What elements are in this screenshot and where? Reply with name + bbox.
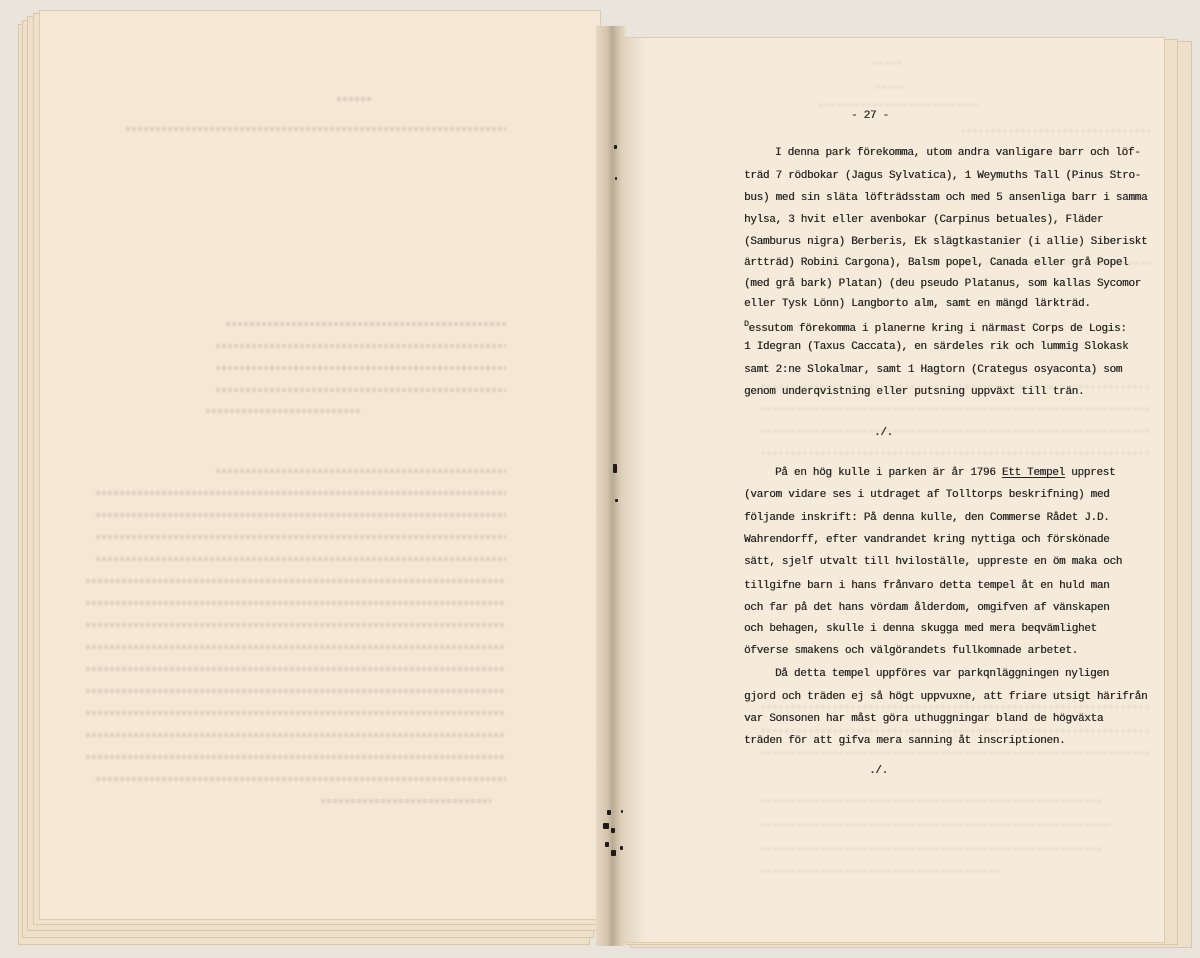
show-through-line — [761, 869, 1001, 873]
right-page — [620, 37, 1165, 943]
text-line: (med grå bark) Platan) (deu pseudo Platanus, som kallas Sycomor — [744, 278, 1141, 290]
show-through-line — [761, 751, 1151, 755]
show-through-line — [86, 667, 506, 671]
binding-hole — [621, 810, 623, 813]
binding-hole — [615, 499, 618, 502]
text-line: och behagen, skulle i denna skugga med mera beqvämlighet — [744, 623, 1097, 635]
show-through-line — [216, 469, 506, 473]
binding-hole — [614, 145, 617, 149]
show-through-line — [761, 451, 1151, 455]
show-through-line — [761, 705, 1151, 709]
text-line: (varom vidare ses i utdraget af Tolltorps beskrifning) med — [744, 489, 1110, 501]
show-through-line — [96, 557, 506, 561]
show-through-line — [226, 322, 506, 326]
show-through-line — [961, 261, 1151, 265]
show-through-line — [761, 729, 1151, 733]
text-line: Wahrendorff, efter vandrandet kring nyttiga och förskönade — [744, 534, 1110, 546]
show-through-line — [86, 689, 506, 693]
show-through-line — [96, 535, 506, 539]
binding-hole — [603, 823, 609, 829]
text-line: I denna park förekomma, utom andra vanligare barr och löf- — [775, 147, 1141, 159]
show-through-line — [761, 429, 1151, 433]
text-line: var Sonsonen har måst göra uthuggningar bland de högväxta — [744, 713, 1104, 725]
page-number: - 27 - — [851, 110, 889, 122]
show-through-line — [961, 129, 1151, 133]
text-line: 1 Idegran (Taxus Caccata), en särdeles rik och lummig Slokask — [744, 341, 1129, 353]
binding-hole — [620, 846, 623, 850]
show-through-line — [96, 491, 506, 495]
text-line: och far på det hans vördam ålderdom, omgifven af vänskapen — [744, 602, 1110, 614]
show-through-line — [86, 623, 506, 627]
text-line: eller Tysk Lönn) Langborto alm, samt en mängd lärkträd. — [744, 298, 1091, 310]
text-line: gjord och träden ej så högt uppvuxne, att friare utsigt härifrån — [744, 691, 1148, 703]
section-separator: ./. — [874, 427, 893, 439]
show-through-line — [216, 366, 506, 370]
text-line: bus) med sin släta löfträdsstam och med 5 ansenliga barr i samma — [744, 192, 1148, 204]
show-through-line — [86, 601, 506, 605]
show-through-line — [216, 388, 506, 392]
show-through-line — [216, 344, 506, 348]
binding-hole — [615, 177, 617, 180]
text-line: Då detta tempel uppföres var parkqnläggningen nyligen — [775, 668, 1109, 680]
text-line — [775, 466, 1115, 480]
show-through-line — [761, 799, 1101, 803]
show-through-line — [876, 85, 906, 89]
show-through-line — [96, 513, 506, 517]
show-through-line — [337, 97, 371, 101]
binding-hole — [611, 828, 615, 833]
binding-hole — [605, 842, 609, 847]
binding-hole — [607, 810, 611, 815]
show-through-line — [96, 777, 506, 781]
show-through-line — [206, 409, 361, 413]
binding-hole — [613, 464, 617, 473]
show-through-line — [873, 61, 901, 65]
text-line: ärtträd) Robini Cargona), Balsm popel, Canada eller grå Popel — [744, 257, 1129, 269]
text-fragment: På en hög kulle i parken är år 1796 — [775, 467, 1002, 479]
show-through-line — [761, 847, 1101, 851]
show-through-line — [761, 823, 1111, 827]
show-through-line — [86, 733, 506, 737]
show-through-line — [321, 799, 491, 803]
show-through-line — [126, 127, 506, 131]
text-line: öfverse smakens och välgörandets fullkomnade arbetet. — [744, 645, 1078, 657]
text-fragment: upprest — [1064, 467, 1116, 479]
text-line: följande inskrift: På denna kulle, den Commerse Rådet J.D. — [744, 512, 1110, 524]
text-line: träden för att gifva mera sanning åt inscriptionen. — [744, 735, 1066, 747]
show-through-line — [86, 711, 506, 715]
text-line: (Samburus nigra) Berberis, Ek slägtkastanier (i allie) Siberiskt — [744, 236, 1148, 248]
text-line: genom underqvistning eller putsning uppväxt till trän. — [744, 386, 1085, 398]
show-through-line — [819, 103, 981, 107]
show-through-line — [86, 579, 506, 583]
binding-hole — [611, 850, 616, 856]
left-page — [39, 10, 601, 920]
text-line: Dessutom förekomma i planerne kring i närmast Corps de Logis: — [744, 320, 1127, 335]
text-line: hylsa, 3 hvit eller avenbokar (Carpinus betuales), Fläder — [744, 214, 1104, 226]
show-through-line — [761, 385, 1151, 389]
show-through-line — [761, 407, 1151, 411]
show-through-line — [86, 645, 506, 649]
show-through-line — [86, 755, 506, 759]
underlined-term: Ett Tempel — [1001, 467, 1065, 479]
text-line: träd 7 rödbokar (Jagus Sylvatica), 1 Weymuths Tall (Pinus Stro- — [744, 170, 1141, 182]
text-line: samt 2:ne Slokalmar, samt 1 Hagtorn (Crategus osyaconta) som — [744, 364, 1123, 376]
text-line: tillgifne barn i hans frånvaro detta tempel åt en huld man — [744, 580, 1110, 592]
section-separator: ./. — [869, 765, 888, 777]
text-line: sätt, sjelf utvalt till hviloställe, uppreste en öm maka och — [744, 556, 1123, 568]
